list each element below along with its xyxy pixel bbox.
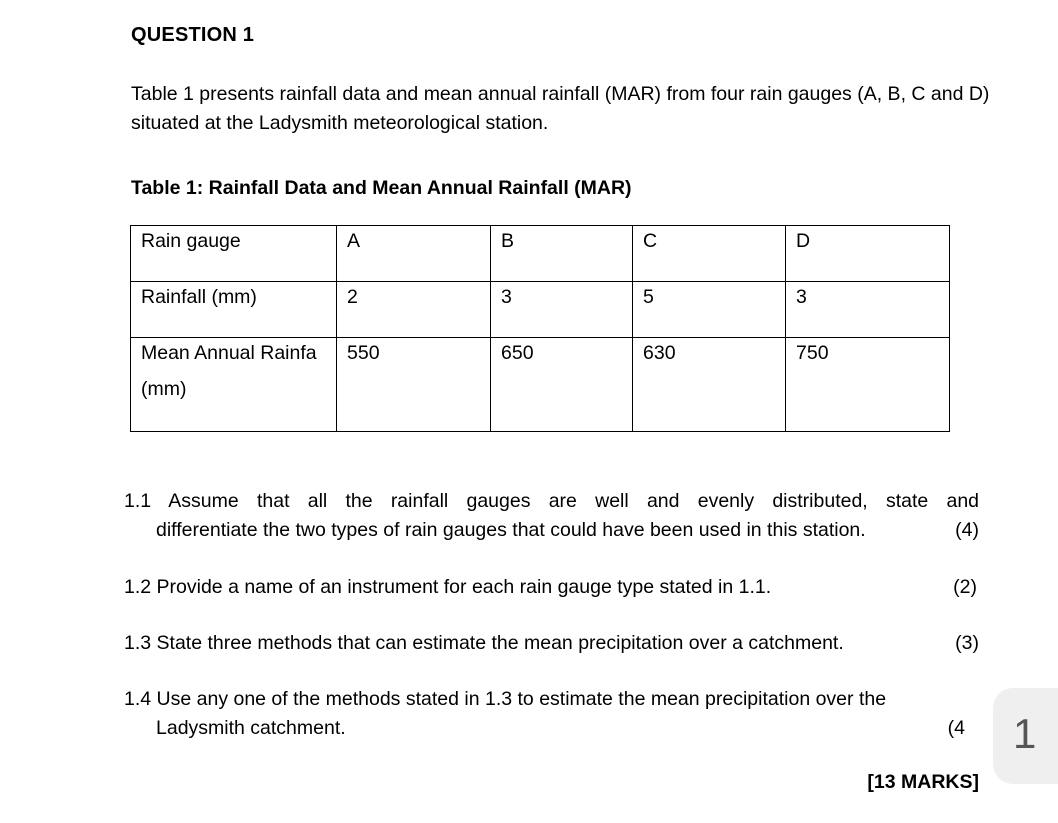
question-1-2 xyxy=(124,573,979,602)
question-number: 1.4 xyxy=(124,688,152,710)
question-marks: (3) xyxy=(955,632,979,654)
question-number: 1.1 xyxy=(124,490,152,512)
question-1-4 xyxy=(124,685,979,743)
question-marks: (4 xyxy=(947,717,965,739)
table-cell: D xyxy=(786,226,950,282)
table-cell: Rainfall (mm) xyxy=(131,282,337,338)
table-cell: 5 xyxy=(633,282,786,338)
table-cell: 2 xyxy=(337,282,491,338)
table-cell: C xyxy=(633,226,786,282)
question-text: Assume that all the rainfall gauges are well and evenly distributed, state and xyxy=(168,490,980,512)
total-marks: [13 MARKS] xyxy=(867,771,979,793)
table-cell xyxy=(131,338,337,432)
question-text-cont: differentiate the two types of rain gauges that could have been used in this station. xyxy=(156,519,866,541)
question-marks: (4) xyxy=(955,519,979,541)
table-cell: 630 xyxy=(633,338,786,432)
page-number: 1 xyxy=(1013,710,1037,757)
intro-paragraph: Table 1 presents rainfall data and mean annual rainfall (MAR) from four rain gauges (A, B, C and D) situated at the Ladysmith meteorological station. xyxy=(131,83,990,134)
question-1-3 xyxy=(124,629,979,658)
table-row xyxy=(131,282,950,338)
table-cell: 3 xyxy=(491,282,633,338)
question-text: State three methods that can estimate the mean precipitation over a catchment. xyxy=(156,632,844,654)
question-text: Use any one of the methods stated in 1.3 to estimate the mean precipitation over the xyxy=(156,688,887,710)
table-row xyxy=(131,226,950,282)
page-number-badge[interactable] xyxy=(993,688,1058,784)
question-marks: (2) xyxy=(953,576,977,598)
row-label-line1: Mean Annual Rainfa xyxy=(141,342,317,364)
row-label-line2: (mm) xyxy=(141,378,187,400)
table-cell: B xyxy=(491,226,633,282)
question-number: 1.3 xyxy=(124,632,152,654)
table-row xyxy=(131,338,950,432)
table-cell: 750 xyxy=(786,338,950,432)
table-cell: 3 xyxy=(786,282,950,338)
question-1-1 xyxy=(124,487,979,545)
table-title: Table 1: Rainfall Data and Mean Annual Rainfall (MAR) xyxy=(131,177,632,199)
question-number: 1.2 xyxy=(124,576,152,598)
table-cell: 650 xyxy=(491,338,633,432)
rainfall-table xyxy=(130,225,950,432)
table-cell: Rain gauge xyxy=(131,226,337,282)
table-cell: 550 xyxy=(337,338,491,432)
question-text-cont: Ladysmith catchment. xyxy=(156,717,346,739)
question-text: Provide a name of an instrument for each rain gauge type stated in 1.1. xyxy=(156,576,772,598)
question-heading: QUESTION 1 xyxy=(131,24,255,46)
table-cell: A xyxy=(337,226,491,282)
